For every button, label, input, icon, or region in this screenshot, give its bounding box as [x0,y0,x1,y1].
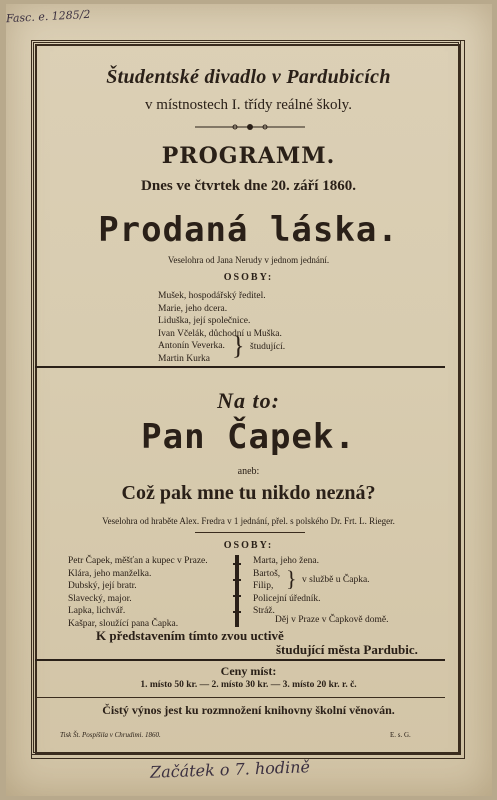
play1-osoby-label: OSOBY: [223,272,274,283]
divider [35,697,445,698]
prices-label: Ceny míst: [220,664,277,678]
performance-date: Dnes ve čtvrtek dne 20. září 1860. [141,178,356,194]
column-separator-ornament [232,555,242,627]
ticket-prices: 1. místo 50 kr. — 2. místo 30 kr. — 3. místo 20 kr. r. č. [140,680,357,690]
programm-heading: PROGRAMM. [161,143,336,169]
cast-member: Marta, jeho žena. [253,556,319,566]
invitation-signature: študující města Pardubic. [276,642,418,657]
cast-member: Petr Čapek, měšťan a kupec v Praze. [68,556,208,566]
invitation-line: K představením tímto zvou uctivě [96,628,284,643]
cast-member: Martin Kurka [158,353,210,364]
cast-member: Policejní úředník. [253,593,321,604]
cast-member: Slavecký, major. [68,593,132,604]
play2-aneb: aneb: [237,466,260,477]
cast-member: Marie, jeho dcera. [158,303,228,314]
brace-glyph: } [286,566,297,591]
cast-member: Ivan Včelák, důchodní u Muška. [158,328,282,339]
venue-subtitle: v místnostech I. třídy reálné školy. [145,97,352,113]
cast-member: Liduška, její společnice. [158,316,251,326]
play2-subtitle: Což pak mne tu nikdo nezná? [121,482,376,504]
theatre-title: Študentské divadlo v Pardubicích [106,66,391,88]
short-rule [195,532,305,533]
handwritten-start-time: Začátek o 7. hodině [149,757,311,782]
section-divider [35,659,445,661]
cast-member: Lapka, lichvář. [68,606,126,616]
cast-member: Filip, [253,581,274,591]
cast-member: Dubský, její bratr. [68,581,137,591]
play1-cast-list [158,290,282,365]
play2-title: Pan Čapek. [141,417,356,457]
play2-cast-right-note: v službě u Čapka. [302,575,370,585]
printer-credit: Tisk Št. Pospíšila v Chrudimi. 1860. [60,731,161,739]
play2-setting: Děj v Praze v Čapkově domě. [275,615,389,625]
play2-cast-left [68,555,208,630]
play2-connector: Na to: [217,388,280,413]
printer-mark: E. s. G. [390,731,411,739]
proceeds-note: Čistý výnos jest ku rozmnožení knihovny školní věnován. [102,703,395,717]
cast-member: Mušek, hospodářský ředitel. [158,291,266,301]
ornament-divider [195,120,305,134]
play2-osoby-label: OSOBY: [223,540,274,551]
play1-description: Veselohra od Jana Nerudy v jednom jednání. [167,255,330,265]
play1-cast-note: študující. [250,342,286,352]
cast-member: Stráž. [253,606,275,616]
play1-title: Prodaná láska. [98,210,399,250]
cast-member: Bartoš, [253,568,281,579]
handwritten-archive-note: Fasc. e. 1285/2 [5,7,91,26]
brace-glyph: } [232,331,245,360]
cast-member: Klára, jeho manželka. [68,568,152,579]
play2-description: Veselohra od hraběte Alex. Fredra v 1 jednání, přel. s polského Dr. Frt. L. Rieger. [102,516,395,526]
section-divider [35,366,445,368]
cast-member: Kašpar, sloužící pana Čapka. [68,618,179,629]
cast-member: Antonín Veverka. [158,341,225,351]
